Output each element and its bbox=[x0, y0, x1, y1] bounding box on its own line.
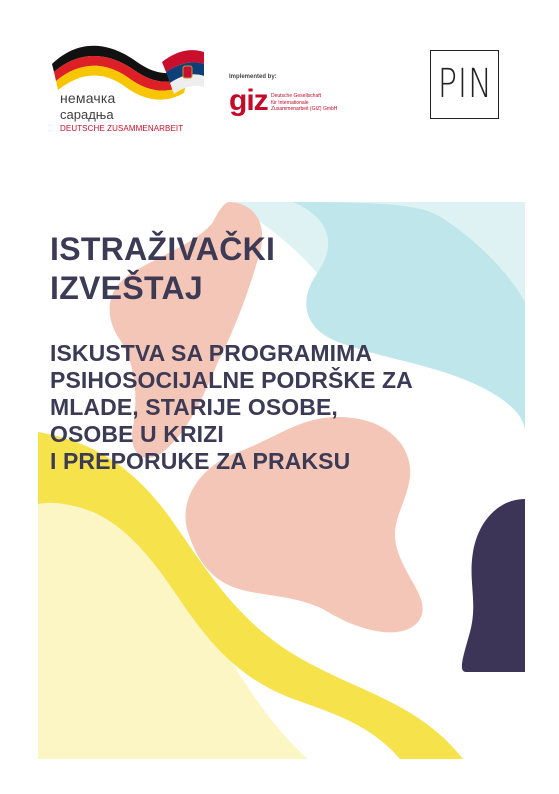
logo-bar bbox=[0, 0, 559, 150]
subtitle-line: MLADE, STARIJE OSOBE, bbox=[50, 394, 338, 420]
implemented-by-label: Implemented by: bbox=[229, 74, 277, 80]
subtitle-line: I PREPORUKE ZA PRAKSU bbox=[50, 448, 351, 474]
title-line: IZVEŠTAJ bbox=[50, 270, 203, 306]
deutsche-zusammenarbeit-text: DEUTSCHE ZUSAMMENARBEIT bbox=[60, 124, 184, 133]
nemacka-saradnja-logo bbox=[52, 42, 217, 137]
title-line: ISTRAŽIVAČKI bbox=[50, 231, 276, 267]
giz-full-name: Deutsche Gesellschaft für Internationale Zusammenarbeit (GIZ) GmbH bbox=[271, 93, 338, 112]
report-subtitle bbox=[50, 340, 490, 475]
pin-wordmark: PIN bbox=[437, 61, 493, 107]
subtitle-line: OSOBE U KRIZI bbox=[50, 421, 224, 447]
giz-wordmark: giz bbox=[229, 84, 268, 117]
nemacka-text: немачка bbox=[60, 90, 116, 106]
navy-blob bbox=[462, 499, 525, 672]
report-title bbox=[50, 230, 480, 308]
pin-logo bbox=[430, 50, 499, 119]
giz-logo bbox=[229, 74, 359, 124]
saradnja-text: сарадња bbox=[60, 107, 114, 122]
subtitle-line: ISKUSTVA SA PROGRAMIMA bbox=[50, 340, 373, 366]
subtitle-line: PSIHOSOCIJALNE PODRŠKE ZA bbox=[50, 367, 413, 393]
